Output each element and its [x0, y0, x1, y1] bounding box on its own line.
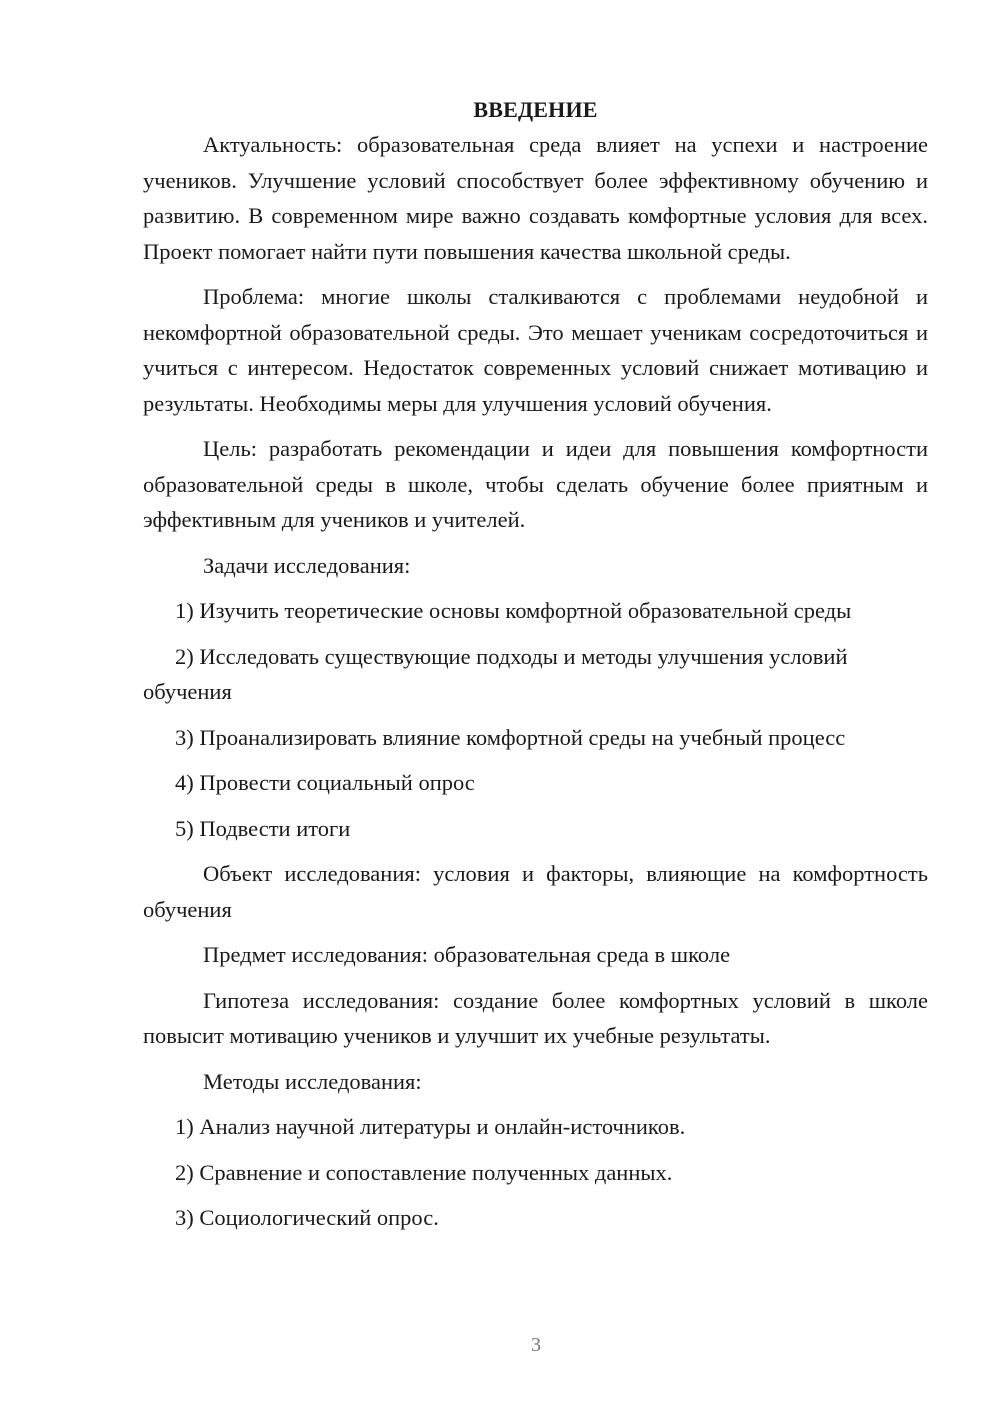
relevance-paragraph: Актуальность: образовательная среда влияет на успехи и настроение учеников. Улучшение условий способствует более эффективному обучению и развитию. В современном мире важно создавать комфортные условия для всех. Проект помогает найти пути повышения качества школьной среды. [143, 132, 928, 264]
page-number: 3 [531, 1334, 541, 1356]
method-item: 3) Социологический опрос. [175, 1205, 439, 1230]
tasks-title: Задачи исследования: [203, 552, 411, 578]
hypothesis-paragraph: Гипотеза исследования: создание более комфортных условий в школе повысит мотивацию учеников и улучшит их учебные результаты. [143, 987, 928, 1048]
method-item: 1) Анализ научной литературы и онлайн-источников. [175, 1114, 686, 1139]
method-item: 2) Сравнение и сопоставление полученных данных. [175, 1159, 673, 1185]
section-heading: ВВЕДЕНИЕ [473, 97, 598, 122]
methods-title: Методы исследования: [203, 1068, 422, 1094]
goal-paragraph: Цель: разработать рекомендации и идеи для повышения комфортности образовательной среды в школе, чтобы сделать обучение более приятным и эффективным для учеников и учителей. [143, 436, 928, 532]
document-page [143, 93, 928, 1246]
task-item: 2) Исследовать существующие подходы и методы улучшения условий обучения [143, 643, 848, 704]
task-item: 5) Подвести итоги [175, 815, 351, 841]
object-paragraph: Объект исследования: условия и факторы, влияющие на комфортность обучения [143, 861, 928, 922]
task-item: 3) Проанализировать влияние комфортной среды на учебный процесс [175, 724, 846, 750]
task-item: 4) Провести социальный опрос [175, 770, 475, 795]
subject-paragraph: Предмет исследования: образовательная среда в школе [203, 942, 731, 967]
problem-paragraph: Проблема: многие школы сталкиваются с проблемами неудобной и некомфортной образовательной среды. Это мешает ученикам сосредоточиться и учиться с интересом. Недостаток современных условий снижает мотивацию и результаты. Необходимы меры для улучшения условий обучения. [143, 284, 928, 416]
task-item: 1) Изучить теоретические основы комфортной образовательной среды [175, 598, 852, 623]
